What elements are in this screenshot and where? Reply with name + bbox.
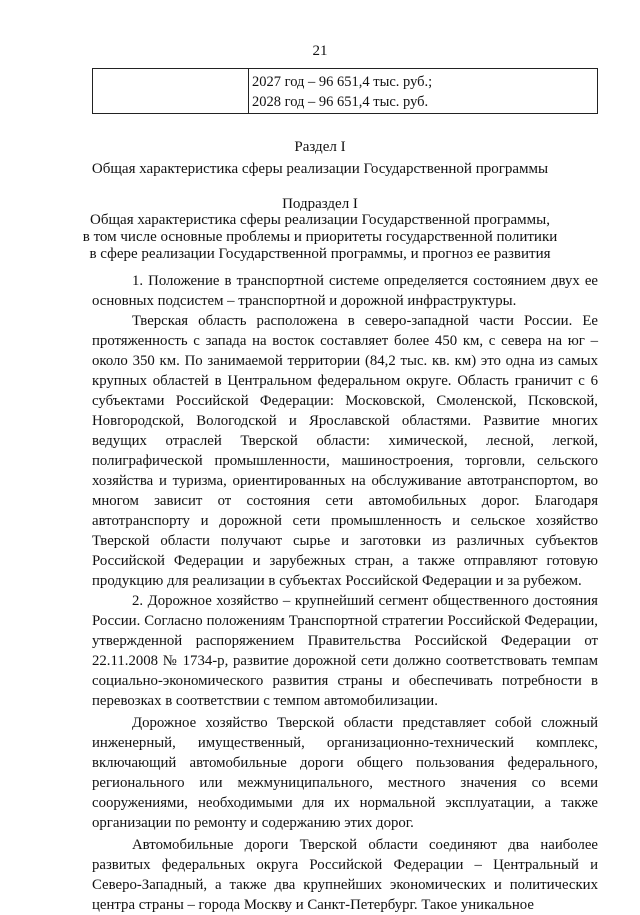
document-body xyxy=(92,271,598,915)
subsection-line-1: Общая характеристика сферы реализации Государственной программы, xyxy=(90,212,550,228)
subsection-line-3: в сфере реализации Государственной программы, и прогноз ее развития xyxy=(89,246,551,262)
table-cell-budget xyxy=(249,69,597,113)
paragraph-5: Автомобильные дороги Тверской области соединяют два наиболее развитых федеральных округа Российской Федерации – Центральный и Северо-Западный, а также два крупнейших экономических и политических центра страны – города Москву и Санкт-Петербург. Такое уникальное xyxy=(92,837,598,913)
page-number: 21 xyxy=(312,43,328,59)
paragraph-1: 1. Положение в транспортной системе определяется состоянием двух ее основных подсистем – транспортной и дорожной инфраструктуры. xyxy=(92,273,598,309)
paragraph-2: Тверская область расположена в северо-западной части России. Ее протяженность с запада на восток составляет более 450 км, с севера на юг – около 350 км. По занимаемой территории (84,2 тыс. кв. км) это одна из самых крупных областей в Центральном федеральном округе. Область граничит с 6 субъектами Российской Федерации: Московской, Смоленской, Псковской, Новгородской, Вологодской и Ярославской областями. Развитие многих ведущих отраслей Тверской области: химической, лесной, легкой, полиграфической промышленности, машиностроения, торговли, сельского хозяйства и туризма, ориентированных на обслуживание автотранспортом, во многом зависит от состояния сети автомобильных дорог. Благодаря автотранспорту и дорожной сети промышленность и сельское хозяйство Тверской области получают сырье и заготовки из различных субъектов Российской Федерации и зарубежных стран, а также отправляют готовую продукцию для реализации в субъектах Российской Федерации и за рубежом. xyxy=(92,313,598,589)
paragraph-4: Дорожное хозяйство Тверской области представляет собой сложный инженерный, имущественный, организационно-технический комплекс, включающий автомобильные дороги общего пользования федерального, регионального или межмуниципального, местного значения со всеми сооружениями, необходимыми для их нормальной эксплуатации, а также организации по ремонту и содержанию этих дорог. xyxy=(92,715,598,831)
section-subtitle: Общая характеристика сферы реализации Государственной программы xyxy=(91,161,549,177)
section-title: Раздел I xyxy=(294,139,346,155)
budget-row-2027: 2027 год – 96 651,4 тыс. руб.; xyxy=(252,74,433,90)
paragraph-3: 2. Дорожное хозяйство – крупнейший сегмент общественного достояния России. Согласно положениям Транспортной стратегии Российской Федерации, утвержденной распоряжением Правительства Российской Федерации от 22.11.2008 № 1734-р, развитие дорожной сети должно соответствовать темпам социально-экономического развития страны и обеспечивать потребности в перевозках в соответствии с темпом автомобилизации. xyxy=(92,593,598,709)
subsection-title: Подраздел I xyxy=(282,196,358,212)
budget-row-2028: 2028 год – 96 651,4 тыс. руб. xyxy=(252,94,429,110)
subsection-line-2: в том числе основные проблемы и приоритеты государственной политики xyxy=(82,229,558,245)
budget-table xyxy=(92,68,598,114)
table-cell-empty xyxy=(93,69,249,113)
